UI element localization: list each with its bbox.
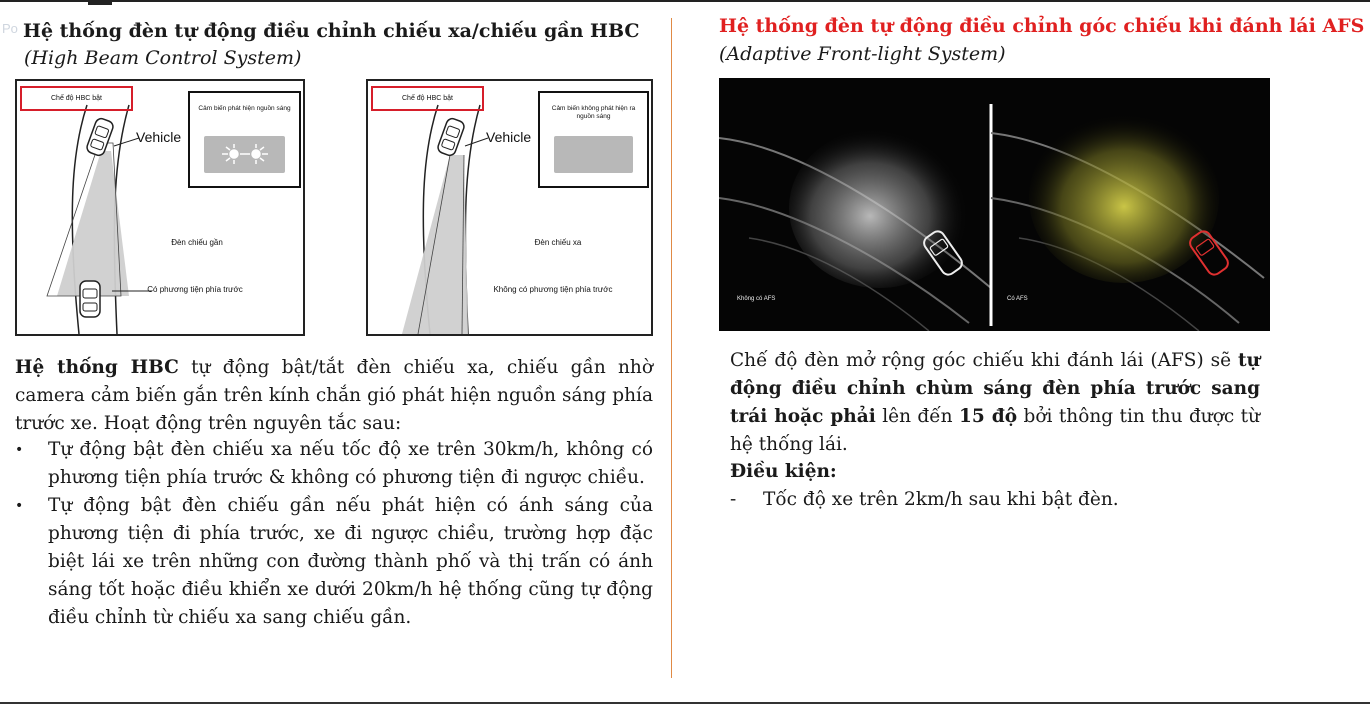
- hbc-bullet-list: [15, 436, 653, 632]
- hbc-title: Hệ thống đèn tự động điều chỉnh chiếu xa/chiếu gần HBC: [23, 20, 640, 42]
- top-rule-tab: [88, 2, 112, 5]
- night-road-illustration: [719, 78, 1270, 331]
- afs-description-text: bởi thông tin thu được từ hệ thống lái.: [730, 406, 1261, 455]
- afs-condition-heading: Điều kiện:: [730, 461, 837, 482]
- photo-caption-with-afs: Có AFS: [1007, 296, 1028, 302]
- vehicle-label: Vehicle: [136, 129, 182, 145]
- afs-title: Hệ thống đèn tự động điều chỉnh góc chiếu khi đánh lái AFS: [719, 15, 1365, 37]
- car-label: Không có phương tiện phía trước: [493, 285, 613, 294]
- car-label: Có phương tiện phía trước: [147, 285, 243, 294]
- headlight-glare-icon: [204, 136, 287, 173]
- afs-description-bold: 15 độ: [959, 406, 1018, 427]
- hbc-subtitle: (High Beam Control System): [24, 47, 302, 69]
- afs-description-text: Chế độ đèn mở rộng góc chiếu khi đánh lái (AFS) sẽ: [730, 350, 1238, 371]
- watermark-label: Po: [2, 21, 18, 36]
- list-item-text: Tự động bật đèn chiếu xa nếu tốc độ xe trên 30km/h, không có phương tiện phía trước & không có phương tiện đi ngược chiều.: [48, 439, 653, 488]
- hbc-diagram-high-beam: [366, 79, 653, 336]
- sensor-panel: [188, 91, 301, 188]
- hbc-mode-box: Chế độ HBC bật: [371, 86, 484, 111]
- afs-description-text: lên đến: [875, 406, 960, 427]
- sensor-panel: [538, 91, 649, 188]
- hbc-description: [15, 354, 653, 438]
- beam-label: Đèn chiếu gần: [171, 238, 223, 247]
- top-rule: [0, 0, 1370, 2]
- beam-label: Đèn chiếu xa: [534, 238, 582, 247]
- sensor-screen: [204, 136, 285, 173]
- afs-condition-item: [730, 486, 1270, 514]
- bullet-icon: •: [15, 498, 24, 514]
- afs-condition-text: Tốc độ xe trên 2km/h sau khi bật đèn.: [763, 489, 1119, 510]
- sensor-label: Cảm biến phát hiện nguồn sáng: [198, 105, 291, 112]
- afs-description-bold: tự động điều chỉnh chùm sáng đèn phía trước sang trái hoặc phải: [730, 350, 1260, 427]
- list-item: [15, 492, 653, 632]
- afs-comparison-photo: [719, 78, 1270, 331]
- hbc-diagram-low-beam: [15, 79, 305, 336]
- bottom-rule: [0, 702, 1370, 704]
- sensor-screen: [554, 136, 633, 173]
- afs-description: [730, 347, 1260, 459]
- hbc-description-bold: Hệ thống HBC: [15, 357, 179, 378]
- dash-marker: -: [730, 489, 737, 510]
- photo-caption-without-afs: Không có AFS: [737, 296, 776, 302]
- sensor-label: Cảm biến không phát hiện ra nguồn sáng: [551, 105, 636, 120]
- list-item: [15, 436, 653, 492]
- hbc-mode-box: Chế độ HBC bật: [20, 86, 133, 111]
- hbc-description-text: tự động bật/tắt đèn chiếu xa, chiếu gần nhờ camera cảm biến gắn trên kính chắn gió phát hiện nguồn sáng phía trước xe. Hoạt động trên nguyên tắc sau:: [15, 357, 653, 434]
- column-divider: [671, 18, 672, 678]
- list-item-text: Tự động bật đèn chiếu gần nếu phát hiện có ánh sáng của phương tiện đi phía trước, xe đi ngược chiều, trường hợp đặc biệt lái xe trên những con đường thành phố và thị trấn có ánh sáng tốt hoặc điều khiển xe dưới 20km/h hệ thống cũng tự động điều chỉnh từ chiếu xa sang chiếu gần.: [48, 495, 653, 628]
- vehicle-label: Vehicle: [486, 129, 532, 145]
- afs-subtitle: (Adaptive Front-light System): [719, 43, 1006, 65]
- bullet-icon: •: [15, 442, 24, 458]
